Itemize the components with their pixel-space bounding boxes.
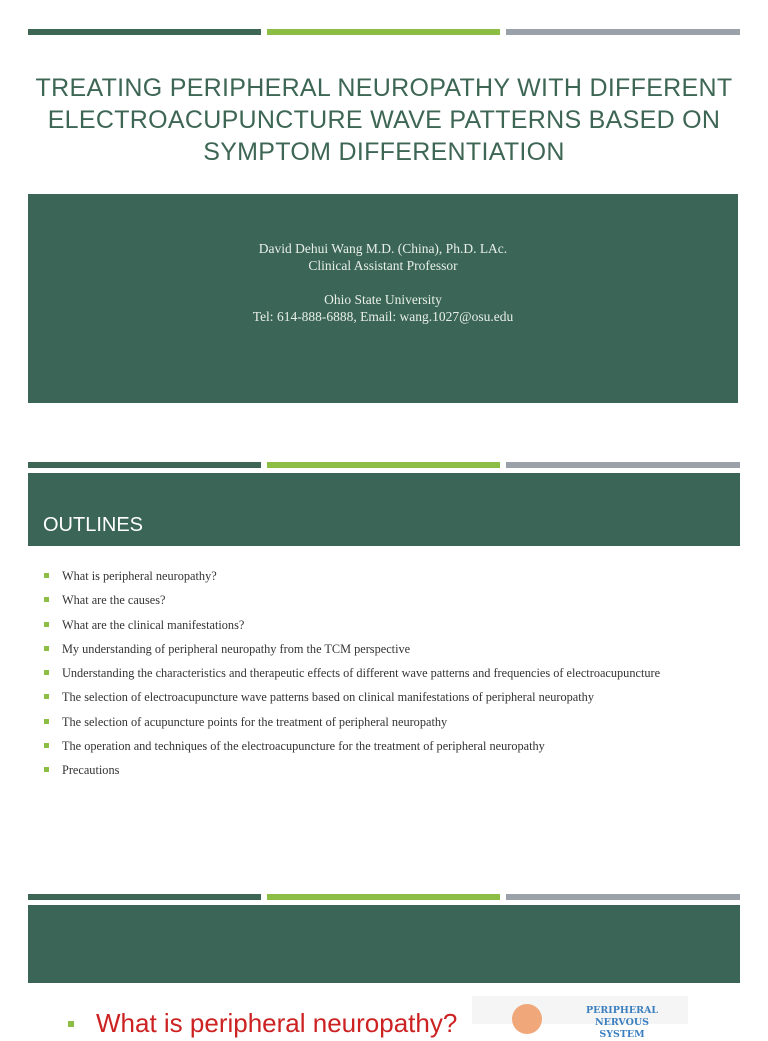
list-item: The operation and techniques of the electroacupuncture for the treatment of peripheral neuropathy (44, 736, 744, 760)
square-bullet-icon (44, 719, 49, 724)
square-bullet-icon (44, 646, 49, 651)
slide3-bullet-title: What is peripheral neuropathy? (96, 1008, 458, 1038)
accent-bar-light-green (267, 29, 500, 35)
author-info-box (28, 194, 738, 403)
author-name: David Dehui Wang M.D. (China), Ph.D. LAc. (258, 241, 508, 256)
slide2-accent-bars (28, 462, 740, 468)
square-bullet-icon (44, 622, 49, 627)
list-item: Understanding the characteristics and therapeutic effects of different wave patterns and frequencies of electroacupuncture (44, 663, 744, 687)
list-item: What are the causes? (44, 590, 744, 614)
outlines-header (28, 473, 740, 546)
square-bullet-icon (44, 767, 49, 772)
author-institution: Ohio State University (324, 292, 442, 307)
slide3-accent-bars (28, 894, 740, 900)
list-item: The selection of electroacupuncture wave patterns based on clinical manifestations of peripheral neuropathy (44, 687, 744, 711)
list-item: My understanding of peripheral neuropathy from the TCM perspective (44, 639, 744, 663)
outline-list (44, 566, 744, 785)
accent-bar-light-green (267, 462, 500, 468)
accent-bar-dark-green (28, 29, 261, 35)
square-bullet-icon (68, 1021, 74, 1027)
list-item: What are the clinical manifestations? (44, 615, 744, 639)
accent-bar-light-green (267, 894, 500, 900)
square-bullet-icon (44, 597, 49, 602)
accent-bar-gray (506, 29, 740, 35)
outlines-heading: OUTLINES (43, 514, 144, 536)
accent-bar-dark-green (28, 894, 261, 900)
slide-title: TREATING PERIPHERAL NEUROPATHY WITH DIFFERENT ELECTROACUPUNCTURE WAVE PATTERNS BASED ON SYMPTOM DIFFERENTIATION (35, 74, 733, 166)
peripheral-nervous-system-image (472, 996, 688, 1040)
accent-bar-gray (506, 894, 740, 900)
accent-bar-gray (506, 462, 740, 468)
square-bullet-icon (44, 694, 49, 699)
square-bullet-icon (44, 573, 49, 578)
image-caption: PERIPHERAL NERVOUS SYSTEM (585, 1005, 659, 1040)
author-role: Clinical Assistant Professor (308, 258, 458, 273)
accent-bar-dark-green (28, 462, 261, 468)
square-bullet-icon (44, 743, 49, 748)
author-contact: Tel: 614-888-6888, Email: wang.1027@osu.edu (252, 309, 514, 324)
list-item: Precautions (44, 760, 744, 784)
square-bullet-icon (44, 670, 49, 675)
list-item: What is peripheral neuropathy? (44, 566, 744, 590)
head-illustration-icon (512, 1004, 542, 1034)
slide1-accent-bars (28, 29, 740, 35)
list-item: The selection of acupuncture points for the treatment of peripheral neuropathy (44, 712, 744, 736)
slide3-header (28, 905, 740, 983)
